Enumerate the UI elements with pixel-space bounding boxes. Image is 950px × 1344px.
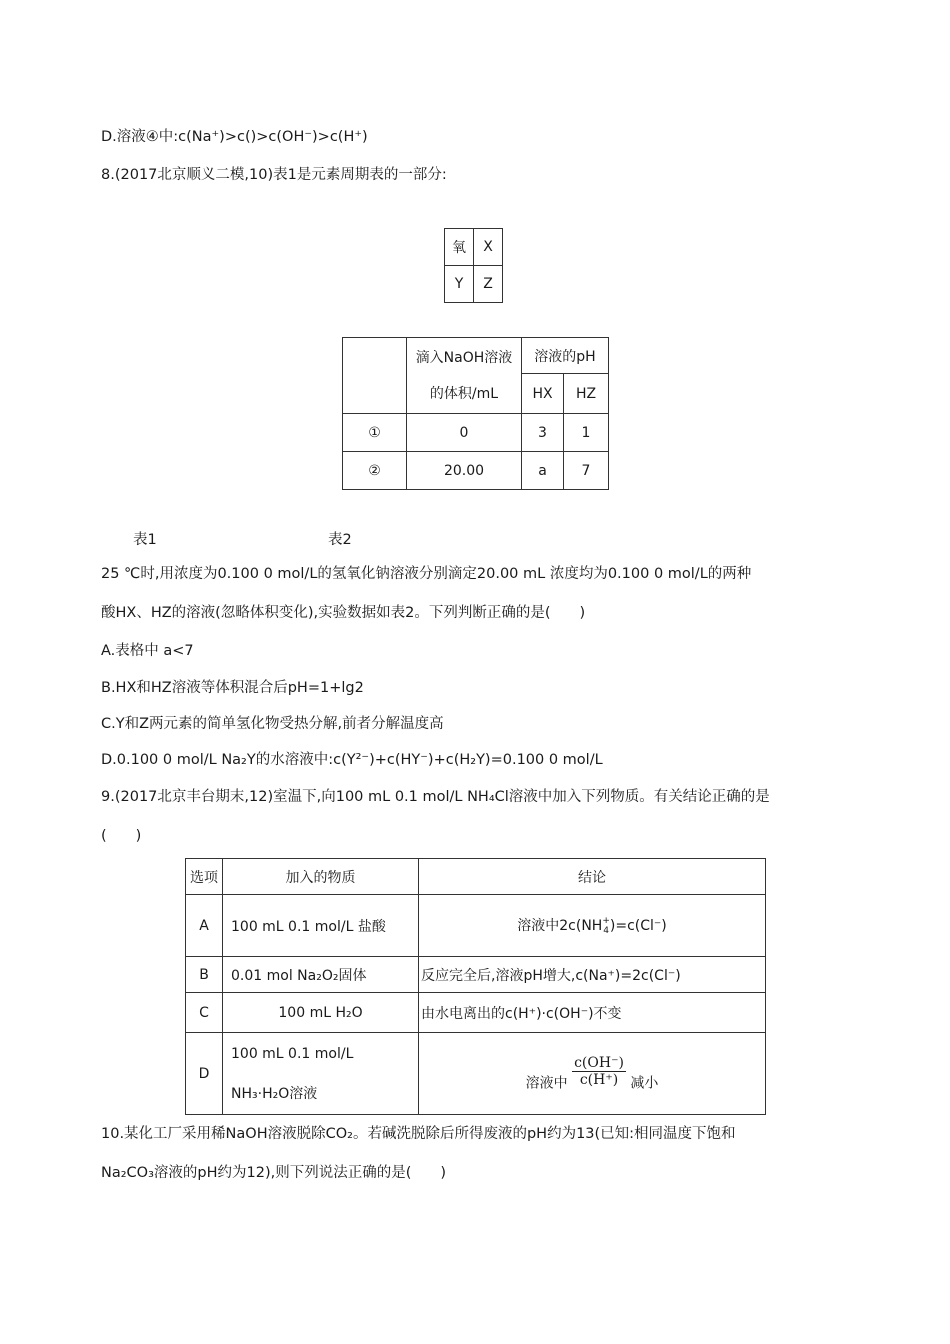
row-hx: a bbox=[522, 452, 564, 490]
fraction-denominator: c(H⁺) bbox=[579, 1071, 619, 1088]
row-option: D bbox=[186, 1033, 223, 1115]
hx-header: HX bbox=[522, 374, 564, 414]
question-9-title: 9.(2017北京丰台期末,12)室温下,向100 mL 0.1 mol/L NH₄Cl溶液中加入下列物质。有关结论正确的是 bbox=[101, 789, 770, 805]
row-substance: 0.01 mol Na₂O₂固体 bbox=[223, 957, 419, 993]
blank-header bbox=[343, 338, 407, 414]
substance-line1: 100 mL 0.1 mol/L bbox=[231, 1045, 354, 1062]
row-conclusion bbox=[419, 895, 766, 957]
ammonium-subscript: 4 bbox=[603, 926, 609, 936]
cell-z: Z bbox=[474, 266, 503, 303]
cell-x: X bbox=[474, 229, 503, 266]
row-volume: 20.00 bbox=[407, 452, 522, 490]
table-row bbox=[186, 895, 766, 957]
ammonium-charge: + bbox=[602, 916, 610, 926]
row-option: C bbox=[186, 993, 223, 1033]
conclusion-prefix: 溶液中2c(N bbox=[517, 918, 592, 934]
question-8-option-c: C.Y和Z两元素的简单氢化物受热分解,前者分解温度高 bbox=[101, 716, 444, 732]
conclusion-suffix: 减小 bbox=[630, 1075, 659, 1092]
row-hz: 1 bbox=[564, 414, 609, 452]
titration-table bbox=[342, 337, 609, 490]
conclusion-prefix: 溶液中 bbox=[525, 1075, 568, 1092]
table-row bbox=[186, 1033, 766, 1115]
volume-header-line2: 的体积/mL bbox=[429, 385, 499, 402]
table1-caption: 表1 bbox=[133, 532, 157, 548]
row-hx: 3 bbox=[522, 414, 564, 452]
question-10-line-1: 10.某化工厂采用稀NaOH溶液脱除CO₂。若碱洗脱除后所得废液的pH约为13(已知:相同温度下饱和 bbox=[101, 1126, 736, 1142]
row-substance bbox=[223, 1033, 419, 1115]
ratio-fraction bbox=[572, 1055, 626, 1088]
ph-header: 溶液的pH bbox=[522, 338, 609, 374]
question-9-paren: ( ) bbox=[101, 828, 142, 844]
volume-header bbox=[407, 338, 522, 414]
row-substance: 100 mL H₂O bbox=[223, 993, 419, 1033]
options-table bbox=[185, 858, 766, 1115]
row-conclusion: 由水电离出的c(H⁺)·c(OH⁻)不变 bbox=[419, 993, 766, 1033]
row-substance: 100 mL 0.1 mol/L 盐酸 bbox=[223, 895, 419, 957]
conclusion-suffix: )=c(Cl⁻) bbox=[609, 918, 667, 934]
question-8-title: 8.(2017北京顺义二模,10)表1是元素周期表的一部分: bbox=[101, 167, 447, 183]
cell-oxygen: 氧 bbox=[445, 229, 474, 266]
fraction-numerator: c(OH⁻) bbox=[574, 1054, 624, 1071]
row-id: ① bbox=[343, 414, 407, 452]
ammonium-h: H bbox=[591, 918, 603, 934]
table-row bbox=[186, 957, 766, 993]
table-row bbox=[186, 993, 766, 1033]
question-10-line-2: Na₂CO₃溶液的pH约为12),则下列说法正确的是( ) bbox=[101, 1165, 447, 1181]
row-volume: 0 bbox=[407, 414, 522, 452]
row-id: ② bbox=[343, 452, 407, 490]
option-d-previous: D.溶液④中:c(Na⁺)>c()>c(OH⁻)>c(H⁺) bbox=[101, 129, 368, 145]
row-hz: 7 bbox=[564, 452, 609, 490]
question-8-option-b: B.HX和HZ溶液等体积混合后pH=1+lg2 bbox=[101, 680, 364, 696]
question-8-body-2: 酸HX、HZ的溶液(忽略体积变化),实验数据如表2。下列判断正确的是( ) bbox=[101, 605, 586, 621]
question-8-body-1: 25 ℃时,用浓度为0.100 0 mol/L的氢氧化钠溶液分别滴定20.00 mL 浓度均为0.100 0 mol/L的两种 bbox=[101, 566, 752, 582]
header-conclusion: 结论 bbox=[419, 859, 766, 895]
row-conclusion bbox=[419, 1033, 766, 1115]
substance-line2: NH₃·H₂O溶液 bbox=[231, 1085, 318, 1102]
hz-header: HZ bbox=[564, 374, 609, 414]
header-substance: 加入的物质 bbox=[223, 859, 419, 895]
question-8-option-d: D.0.100 0 mol/L Na₂Y的水溶液中:c(Y²⁻)+c(HY⁻)+c(H₂Y)=0.100 0 mol/L bbox=[101, 752, 603, 768]
question-8-option-a: A.表格中 a<7 bbox=[101, 643, 194, 659]
header-option: 选项 bbox=[186, 859, 223, 895]
row-conclusion: 反应完全后,溶液pH增大,c(Na⁺)=2c(Cl⁻) bbox=[419, 957, 766, 993]
table2-caption: 表2 bbox=[328, 532, 352, 548]
cell-y: Y bbox=[445, 266, 474, 303]
periodic-table-fragment bbox=[444, 228, 503, 303]
table-row bbox=[343, 414, 609, 452]
volume-header-line1: 滴入NaOH溶液 bbox=[415, 349, 513, 366]
row-option: B bbox=[186, 957, 223, 993]
table-row bbox=[343, 452, 609, 490]
row-option: A bbox=[186, 895, 223, 957]
